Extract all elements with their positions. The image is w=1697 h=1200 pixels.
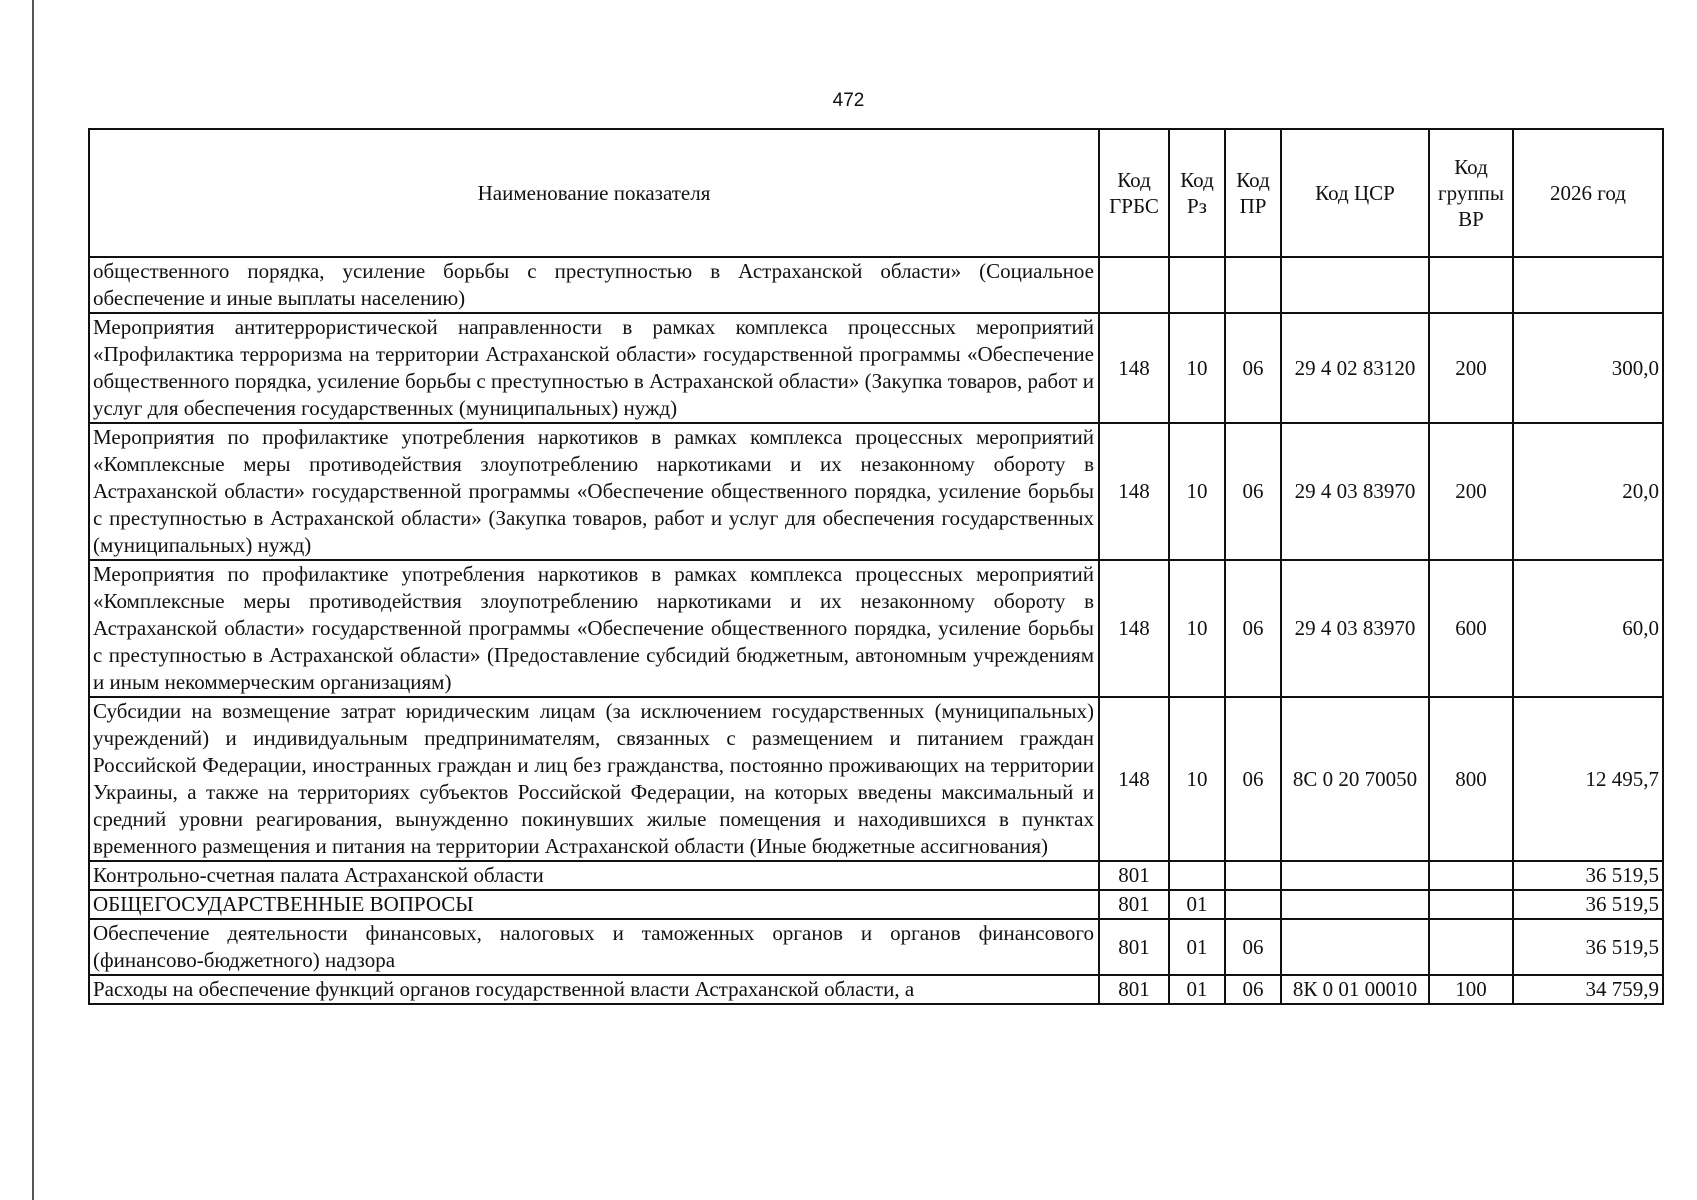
table-row xyxy=(89,257,1663,313)
row-csr: 29 4 03 83970 xyxy=(1281,423,1429,560)
table-row xyxy=(89,975,1663,1004)
row-pr: 06 xyxy=(1225,313,1281,423)
row-amount: 300,0 xyxy=(1513,313,1663,423)
header-name: Наименование показателя xyxy=(89,129,1099,257)
row-vr xyxy=(1429,861,1513,890)
row-csr: 29 4 02 83120 xyxy=(1281,313,1429,423)
row-csr: 8С 0 20 70050 xyxy=(1281,697,1429,861)
table-row xyxy=(89,423,1663,560)
row-rz: 01 xyxy=(1169,975,1225,1004)
header-pr: Код ПР xyxy=(1225,129,1281,257)
table-row xyxy=(89,861,1663,890)
row-amount: 36 519,5 xyxy=(1513,861,1663,890)
row-amount: 20,0 xyxy=(1513,423,1663,560)
header-year: 2026 год xyxy=(1513,129,1663,257)
row-csr: 29 4 03 83970 xyxy=(1281,560,1429,697)
row-grbs: 148 xyxy=(1099,697,1169,861)
row-rz xyxy=(1169,257,1225,313)
row-vr: 200 xyxy=(1429,423,1513,560)
row-pr: 06 xyxy=(1225,560,1281,697)
row-name: Мероприятия по профилактике употребления наркотиков в рамках комплекса процессных мероприятий «Комплексные меры противодействия злоупотреблению наркотиками и их незаконному обороту в Астраханской области» государственной программы «Обеспечение общественного порядка, усиление борьбы с преступностью в Астраханской области» (Закупка товаров, работ и услуг для обеспечения государственных (муниципальных) нужд) xyxy=(89,423,1099,560)
row-amount: 36 519,5 xyxy=(1513,890,1663,919)
row-csr xyxy=(1281,861,1429,890)
row-rz: 10 xyxy=(1169,560,1225,697)
budget-table xyxy=(88,128,1664,1005)
row-rz: 10 xyxy=(1169,313,1225,423)
row-vr: 800 xyxy=(1429,697,1513,861)
table-row xyxy=(89,560,1663,697)
row-csr xyxy=(1281,257,1429,313)
row-csr: 8К 0 01 00010 xyxy=(1281,975,1429,1004)
row-name: Расходы на обеспечение функций органов государственной власти Астраханской области, а xyxy=(89,975,1099,1004)
row-vr xyxy=(1429,257,1513,313)
row-name: Мероприятия по профилактике употребления наркотиков в рамках комплекса процессных мероприятий «Комплексные меры противодействия злоупотреблению наркотиками и их незаконному обороту в Астраханской области» государственной программы «Обеспечение общественного порядка, усиление борьбы с преступностью в Астраханской области» (Предоставление субсидий бюджетным, автономным учреждениям и иным некоммерческим организациям) xyxy=(89,560,1099,697)
row-name: Мероприятия антитеррористической направленности в рамках комплекса процессных мероприятий «Профилактика терроризма на территории Астраханской области» государственной программы «Обеспечение общественного порядка, усиление борьбы с преступностью в Астраханской области» (Закупка товаров, работ и услуг для обеспечения государственных (муниципальных) нужд) xyxy=(89,313,1099,423)
row-csr xyxy=(1281,919,1429,975)
row-rz xyxy=(1169,861,1225,890)
header-grbs: Код ГРБС xyxy=(1099,129,1169,257)
row-name: Субсидии на возмещение затрат юридическим лицам (за исключением государственных (муниципальных) учреждений) и индивидуальным предпринимателям, связанных с размещением и питанием граждан Российской Федерации, иностранных граждан и лиц без гражданства, постоянно проживающих на территории Украины, а также на территориях субъектов Российской Федерации, на которых введены максимальный и средний уровни реагирования, вынужденно покинувших жилые помещения и находившихся в пунктах временного размещения и питания на территории Астраханской области (Иные бюджетные ассигнования) xyxy=(89,697,1099,861)
row-grbs: 148 xyxy=(1099,560,1169,697)
page-number: 472 xyxy=(832,90,865,111)
row-grbs: 801 xyxy=(1099,861,1169,890)
row-amount: 34 759,9 xyxy=(1513,975,1663,1004)
header-vr: Код группы ВР xyxy=(1429,129,1513,257)
row-amount: 36 519,5 xyxy=(1513,919,1663,975)
row-grbs xyxy=(1099,257,1169,313)
row-csr xyxy=(1281,890,1429,919)
row-pr xyxy=(1225,257,1281,313)
row-grbs: 801 xyxy=(1099,890,1169,919)
page-binding-edge xyxy=(32,0,34,1200)
header-rz: Код Рз xyxy=(1169,129,1225,257)
row-vr xyxy=(1429,890,1513,919)
row-rz: 10 xyxy=(1169,697,1225,861)
row-rz: 01 xyxy=(1169,890,1225,919)
row-grbs: 148 xyxy=(1099,423,1169,560)
row-name: общественного порядка, усиление борьбы с преступностью в Астраханской области» (Социальное обеспечение и иные выплаты населению) xyxy=(89,257,1099,313)
row-rz: 01 xyxy=(1169,919,1225,975)
row-pr: 06 xyxy=(1225,423,1281,560)
table-row xyxy=(89,890,1663,919)
row-pr: 06 xyxy=(1225,975,1281,1004)
row-name: Обеспечение деятельности финансовых, налоговых и таможенных органов и органов финансового (финансово-бюджетного) надзора xyxy=(89,919,1099,975)
row-vr: 200 xyxy=(1429,313,1513,423)
row-grbs: 148 xyxy=(1099,313,1169,423)
row-pr xyxy=(1225,861,1281,890)
row-vr: 100 xyxy=(1429,975,1513,1004)
row-pr: 06 xyxy=(1225,697,1281,861)
row-grbs: 801 xyxy=(1099,919,1169,975)
row-amount: 12 495,7 xyxy=(1513,697,1663,861)
table-row xyxy=(89,313,1663,423)
row-grbs: 801 xyxy=(1099,975,1169,1004)
row-amount: 60,0 xyxy=(1513,560,1663,697)
row-rz: 10 xyxy=(1169,423,1225,560)
row-vr xyxy=(1429,919,1513,975)
table-row xyxy=(89,697,1663,861)
row-name: ОБЩЕГОСУДАРСТВЕННЫЕ ВОПРОСЫ xyxy=(89,890,1099,919)
row-vr: 600 xyxy=(1429,560,1513,697)
row-pr xyxy=(1225,890,1281,919)
table-header-row xyxy=(89,129,1663,257)
table-row xyxy=(89,919,1663,975)
row-pr: 06 xyxy=(1225,919,1281,975)
row-amount xyxy=(1513,257,1663,313)
header-csr: Код ЦСР xyxy=(1281,129,1429,257)
row-name: Контрольно-счетная палата Астраханской области xyxy=(89,861,1099,890)
